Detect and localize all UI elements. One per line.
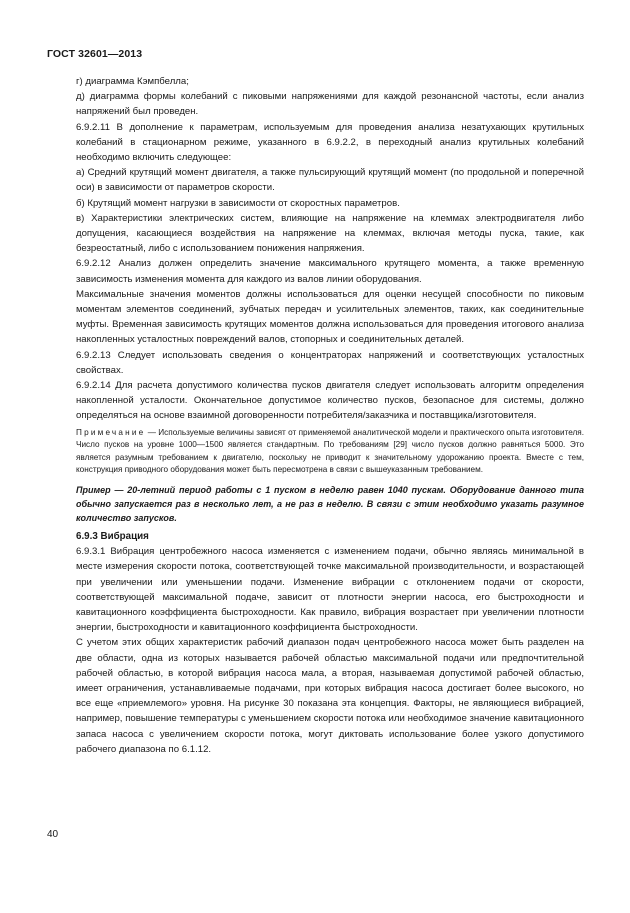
section-heading: 6.9.3 Вибрация	[76, 531, 149, 543]
clause-6-9-2-12: 6.9.2.12 Анализ должен определить значение максимального крутящего момента, а также временную зависимость изменения момента для каждого из валов линии оборудования.	[76, 258, 584, 285]
list-item-g: г) диаграмма Кэмпбелла;	[76, 76, 189, 87]
list-item-a: а) Средний крутящий момент двигателя, а также пульсирующий крутящий момент (по продольной и поперечной оси) в зависимости от параметров скорости.	[76, 167, 584, 194]
example: Пример — 20-летний период работы с 1 пуском в неделю равен 1040 пускам. Оборудование данного типа обычно запускается раз в несколько лет, а не раз в неделю. В связи с этим необходимо указать разумное количество запусков.	[76, 485, 584, 524]
page-number: 40	[47, 829, 59, 840]
clause-6-9-2-13: 6.9.2.13 Следует использовать сведения о концентраторах напряжений и соответствующих усталостных свойствах.	[76, 349, 584, 376]
list-item-d: д) диаграмма формы колебаний с пиковыми напряжениями для каждой резонансной частоты, если анализ напряжений был проведен.	[76, 91, 584, 118]
document-body	[76, 74, 584, 757]
clause-6-9-2-14: 6.9.2.14 Для расчета допустимого количества пусков двигателя следует использовать алгоритм определения накопленной усталости. Окончательное допустимое количество пусков, безопасное для системы, должно определяться на основе взаимной договоренности потребителя/заказчика и поставщика/изготовителя.	[76, 380, 584, 422]
operating-range-paragraph: С учетом этих общих характеристик рабочий диапазон подач центробежного насоса может быть разделен на две области, одна из которых называется рабочей областью максимальной подачи или предпочтительной рабочей областью, в которой вибрация насоса мала, а вторая, называемая допустимой рабочей областью, имеет ограничения, устанавливаемые подачами, при которых вибрация насоса достигает более высокого, но все еще «приемлемого» уровня. На рисунке 30 показана эта концепция. Факторы, не являющиеся вибрацией, например, повышение температуры с уменьшением скорости потока или необходимое значение кавитационного запаса насоса с увеличением скорости потока, могут диктовать использование более узкого допустимого рабочего диапазона по 6.1.12.	[76, 637, 584, 755]
note-label: Примечание	[76, 427, 146, 437]
note-text: — Используемые величины зависят от применяемой аналитической модели и практического опыта изготовителя. Число пусков на уровне 1000—1500 является стандартным. По требованиям [29] число пусков должно равняться 5000. Это является разумным требованием к двигателю, поскольку не приводит к значительному удорожанию проекта. Вместе с тем, конструкция приводного оборудования может быть пересмотрена в связи с вышеуказанным требованием.	[76, 427, 584, 475]
torque-paragraph: Максимальные значения моментов должны использоваться для оценки несущей способности по пиковым моментам элементов соединений, зубчатых передач и усилительных элементов, таких, как соединительные муфты. Временная зависимость крутящих моментов должна использоваться для проведения итогового анализа накопленных усталостных повреждений валов, стопорных и соединительных деталей.	[76, 288, 584, 346]
standard-header: ГОСТ 32601—2013	[47, 48, 143, 60]
list-item-b: б) Крутящий момент нагрузки в зависимости от скоростных параметров.	[76, 197, 400, 209]
list-item-v: в) Характеристики электрических систем, влияющие на напряжение на клеммах электродвигателя либо допущения, касающиеся воздействия на напряжение на клеммах, включая методы пуска, такие, как безреостатный, либо с использованием понижения напряжения.	[76, 212, 584, 255]
clause-6-9-3-1: 6.9.3.1 Вибрация центробежного насоса изменяется с изменением подачи, обычно являясь минимальной в месте измерения скорости потока, соответствующей точке максимальной производительности, и возрастающей при увеличении или уменьшении подачи. Изменение вибрации с отклонением подачи от скорости, соответствующей максимальной подаче, зависит от плотности энергии насоса, его быстроходности и кавитационного коэффициента быстроходности. Как правило, вибрация возрастает при увеличении плотности энергии, быстроходности и кавитационного коэффициента быстроходности.	[76, 546, 584, 634]
note	[76, 427, 584, 477]
clause-6-9-2-11: 6.9.2.11 В дополнение к параметрам, используемым для проведения анализа незатухающих крутильных колебаний в стационарном режиме, указанного в 6.9.2.2, в переходный анализ крутильных колебаний необходимо включить следующее:	[76, 121, 584, 164]
